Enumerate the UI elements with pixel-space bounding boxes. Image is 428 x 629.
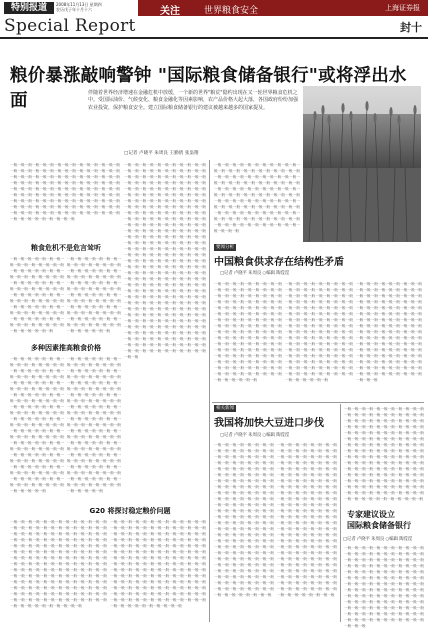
column-divider <box>340 404 341 622</box>
body-text-block: 一般一般一般一般一般一般一般一般一般一般一般一般一般一般一般一般一般一般一般一般一般一般一般一般一般一般一般一般一般一般一般一般一般一般一般一般一般一般一般一般一般一般一般一般一般一般一般一般一般一般一般一般一般一般一般一般一般一般一般一般一般一般一般一般一般一般一般一般一般一般一般一般一般一般一般一般一般一般一般一般一般一般一般一般一般一般一般一般一般一般一般一般一般一般一般一般一般一般一般一般一般一般一般一般一般一般一般一般一般一般一般一般一般一般一般一般一般一般一般一般一般一般一般一般一般一般一般一般一般一般一般一般一般一般一般一般一般一般一般一般一般一般一般一般一般一般一般一般一般一般一般一般一般一般一般一般一般一般一般一般一般一般一般一般一般一般一般一般一般一般一般一般一般一般一般一般一般一般一般一般一般一般一般一般一般一般一般一般一般一般一般一般 <box>110 520 206 608</box>
wheat-field-image <box>303 86 421 168</box>
lead-paragraph: 伴随着世界经济增速在金融危机中放缓，一个新的世界"粮荒"隐约出现在又一轮世界粮食危机之中。受国际油价、气候变化、粮食金融化等因素影响，农产品价格大起大落，各国政府纷纷加强农业投资，保护粮食安全。建立国际粮食储备银行的建议被越来越多的国家提及。 <box>88 90 299 111</box>
paper-logo: 上海证券报 <box>385 4 420 12</box>
body-text-block: 一般一般一般一般一般一般一般一般一般一般一般一般一般一般一般一般一般一般一般一般一般一般一般一般一般一般一般一般一般一般一般一般一般一般一般一般一般一般一般一般一般一般一般一般一般一般一般一般一般一般一般一般一般一般一般一般一般一般一般一般一般一般一般一般一般一般一般一般一般一般一般一般一般一般一般一般一般一般一般一般一般一般一般一般一般一般一般一般一般一般一般一般一般一般一般一般一般一般一般一般一般一般一般一般一般一般一般一般一般一般一般一般一般一般一般一般一般一般一般一般一般一般一般一般一般一般一般一般一般一般一般一般一般一般一般一般一般一般一般一般一般一般一般一般一般一般一般一般一般一般一般一般一般一般一般一般一般一般一般一般一般一般一般一般一般一般一般一般一般一般一般一般一般一般一般一般一般一般一般一般一般一般一般一般一般一般一般一般一般一般一般一般一般一般一般一般一般一般一般一般一般一般一般一般一般一般一般一般一般一般一般一般一般一般一般一般一般一般一般一般一般一般一般一般一般一般一般一般一般一般一般一般一般一般一般一般一般一般一般一般一般一般一般一般一般一般一般一般一般一般一般一般一般一般一般一般一般一般一般一般一般一般一般一般一般一般一般一般一般一般一般一般一般一般一般一般一般一般一般一般一般一般一般一般一般一般一般一般一般一般一般一般一般一般一般一般一般一般一般一般一般一般一般一般一般一般一般一般一般一般一般一般一般一般一般一般一般一般一般一般一般一般一般一般一般一般一般一般一般一般一般一般一般一般一般一般一般一般一般一般一般一般一般一般一般一般一般一般一般一般一般一般一般一般 <box>124 163 206 359</box>
section-divider <box>212 402 424 403</box>
column-divider <box>209 160 210 622</box>
body-text-block: 一般一般一般一般一般一般一般一般一般一般一般一般一般一般一般一般一般一般一般一般一般一般一般一般一般一般一般一般一般一般一般一般一般一般一般一般一般一般一般一般一般一般一般一般一般一般一般一般一般一般一般一般一般一般一般一般一般一般一般一般一般一般一般一般一般一般一般一般一般一般一般一般一般一般一般一般一般一般一般一般一般一般一般一般一般一般一般一般一般一般一般一般一般一般一般一般一般一般一般一般一般一般一般一般一般一般一般一般一般一般一般一般一般一般一般一般一般一般一般一般一般一般一般一般一般一般一般一般一般一般一般一般一般一般一般一般一般一般一般一般一般一般一般一般一般一般一般一般一般一般一般一般一般一般一般一般一般一般一般一般一般一般一般一般一般一般一般一般一般一般一般一般一般一般一般一般一般一般一般一般一般一般一般一般一般一般一般一般一般一般一般一般 <box>10 520 107 608</box>
band-subtitle: 世界粮食安全 <box>204 6 259 16</box>
section-tag: 相关新闻 <box>216 406 234 411</box>
section-band <box>138 0 428 16</box>
wheat-stalks-image <box>303 168 421 242</box>
body-text-block: 一般一般一般一般一般一般一般一般一般一般一般一般一般一般一般一般一般一般一般一般一般一般一般一般一般一般一般一般一般一般一般一般一般一般一般一般一般一般一般一般一般一般一般一般一般一般一般一般一般一般一般一般一般一般一般一般一般一般一般一般一般一般一般一般一般一般一般一般一般一般一般一般一般一般一般一般一般一般一般一般一般一般一般一般一般一般一般一般一般一般一般一般一般一般一般一般一般一般一般一般一般一般一般一般一般一般一般一般一般一般一般一般一般一般一般一般一般一般一般一般一般一般一般一般一般一般一般一般一般一般一般一般一般一般一般一般一般一般一般一般一般一般一般一般一般一般一般一般一般一般一般一般一般一般一般一般一般一般一般一般一般一般一般一般一般一般一般一般一般一般 <box>67 357 121 493</box>
body-text-block: 一般一般一般一般一般一般一般一般一般一般一般一般一般一般一般一般一般一般一般一般一般一般一般一般一般一般一般一般一般一般一般一般一般一般一般一般一般一般一般一般一般一般一般一般一般一般一般一般一般一般一般一般一般一般一般一般一般一般一般一般一般一般一般一般一般一般一般一般一般一般一般一般一般一般一般一般一般一般一般一般一般一般一般一般一般一般一般一般一般一般一般一般一般一般一般一般一般一般一般一般一般一般一般一般一般一般一般一般一般一般一般一般一般一般一般一般一般一般一般一般一般一般一般一般一般一般一般一般一般一般一般一般一般一般一般一般一般一般一般一般一般一般一般一般一般一般一般一般一般一般一般一般一般一般一般一般一般一般一般一般一般一般一般一般一般一般一般一般一般一般 <box>10 357 64 493</box>
page-number: 封十 <box>400 21 422 34</box>
body-text-block: 一般一般一般一般一般一般一般一般一般一般一般一般一般一般一般一般一般一般一般一般一般一般一般一般一般一般一般一般一般一般一般一般一般一般一般一般一般一般一般一般一般一般一般一般一般一般一般一般一般一般一般一般一般一般一般一般一般一般一般一般一般一般一般一般一般一般一般一般一般一般一般一般一般一般一般一般一般一般一般一般一般一般一般一般一般一般一般一般一般一般一般一般一般一般一般一般一般一般一般一般一般一般一般一般一般一般一般一般一般一般一般一般一般一般一般一般一般一般一般一般一般一般一般一般一般一般一般一般一般一般一般一般一般一般一般一般一般一般一般一般一般一般一般一般一般一般一般一般一般一般一般一般一般一般一般一般一般一般一般一般一般一般一般一般一般一般一般一般一般一般一般一般一般一般一般一般一般一般一般一般一般一般一般一般一般一般一般一般一般一般一般一般一般一般一般一般一般一般一般一般一般一般一般一般一般一般一般一般 <box>214 443 274 597</box>
section-headline-line: 国际粮食储备银行 <box>347 520 411 530</box>
page-header <box>0 0 428 56</box>
issue-date <box>56 2 114 12</box>
section-label-en: Special Report <box>4 16 136 36</box>
section-headline-line: 专家建议设立 <box>347 510 395 519</box>
section-byline: □记者 卢晓平 朱周良 ○编辑 陶滢滢 <box>220 271 290 276</box>
wheat-field-photo <box>303 86 421 168</box>
body-text-block: 一般一般一般一般一般一般一般一般一般一般一般一般一般一般一般一般一般一般一般一般一般一般一般一般一般一般一般一般一般一般一般一般一般一般一般一般一般一般一般一般一般一般一般一般一般一般一般一般一般一般一般一般一般一般一般一般一般一般一般一般一般一般一般一般一般一般一般一般一般一般一般一般一般一般一般一般一般一般一般一般一般一般一般一般一般一般一般一般一般一般一般一般一般一般一般一般一般一般一般一般一般一般一般一般一般一般一般一般一般一般一般一般一般一般一般一般一般一般一般一般一般一般一般一般一般一般一般一般一般一般一般一般一般一般一般一般一般一般一般一般一般一般一般一般 <box>10 163 120 221</box>
subhead: 多种因素推高粮食价格 <box>31 344 101 352</box>
header-rule <box>0 37 428 39</box>
section-byline: □记者 卢晓平 朱周良 ○编辑 陶滢滢 <box>220 433 290 438</box>
lunar-date-line: 农历戊子年十月十六 <box>56 7 92 12</box>
section-headline: 我国将加快大豆进口步伐 <box>214 418 324 429</box>
body-text-block: 一般一般一般一般一般一般一般一般一般一般一般一般一般一般一般一般一般一般一般一般一般一般一般一般一般一般一般一般一般一般一般一般一般一般一般一般一般一般一般一般一般一般一般一般一般一般一般一般一般一般一般一般一般一般一般一般一般一般一般一般一般一般一般一般一般一般一般一般一般一般一般一般一般一般一般一般一般一般一般一般一般一般一般一般一般一般一般一般一般一般一般一般一般一般一般一般一般一般一般一般一般一般一般一般一般一般一般一般一般一般一般一般一般一般一般一般一般一般一般一般一般一般一般一般一般一般一般一般一般一般一般一般一般一般一般一般一般一般一般一般一般一般一般一般一般一般一般一般一般一般 <box>285 282 353 382</box>
band-title: 关注 <box>160 6 180 17</box>
section-byline: □记者 卢晓平 朱周良 ○编辑 陶滢滢 <box>343 537 413 542</box>
section-headline <box>347 510 423 531</box>
body-text-block: 一般一般一般一般一般一般一般一般一般一般一般一般一般一般一般一般一般一般一般一般一般一般一般一般一般一般一般一般一般一般一般一般一般一般一般一般一般一般一般一般一般一般一般一般一般一般一般一般一般一般一般一般一般一般一般一般一般一般一般一般一般一般一般一般一般一般一般一般一般一般一般一般一般一般一般一般一般一般一般一般一般一般一般一般一般一般一般一般一般一般一般一般一般一般一般一般一般一般一般一般一般一般一般一般一般一般一般一般一般一般一般一般一般一般一般一般一般一般一般一般一般一般一般一般一般一般一般一般一般一般一般一般一般一般一般一般一般一般一般一般一般一般一般一般一般一般一般一般一般一般 <box>214 282 282 382</box>
section-headline: 中国粮食供求存在结构性矛盾 <box>214 257 344 268</box>
section-tag: 要闻分析 <box>216 245 234 250</box>
subhead: 粮食危机不是危言耸听 <box>31 244 101 252</box>
main-headline: 粮价暴涨敲响警钟 "国际粮食储备银行"或将浮出水面 <box>10 66 407 111</box>
body-text-block: 一般一般一般一般一般一般一般一般一般一般一般一般一般一般一般一般一般一般一般一般一般一般一般一般一般一般一般一般一般一般一般一般一般一般一般一般一般一般一般一般一般一般一般一般一般一般一般一般一般一般一般一般一般一般一般一般一般一般一般一般一般一般一般一般一般一般一般一般一般一般一般一般一般一般一般一般一般一般一般一般一般一般一般一般一般一般一般一般一般一般一般一般一般一般一般一般一般一般一般一般一般一般一般一般一般一般一般一般一般一般一般一般一般一般一般一般一般一般一般一般一般一般一般一般一般一般一般一般一般一般一般一般一般一般一般一般一般一般一般一般一般一般一般一般一般一般 <box>344 546 424 628</box>
photo-lower-area <box>303 168 421 242</box>
body-text-block: 一般一般一般一般一般一般一般一般一般一般一般一般一般一般一般一般一般一般一般一般一般一般一般一般一般一般一般一般一般一般一般一般一般一般一般一般一般一般一般一般一般一般一般一般一般一般一般一般一般一般一般一般一般一般一般一般一般一般一般一般一般一般一般一般一般一般一般一般一般一般一般一般一般一般一般一般一般一般一般一般一般一般一般一般一般一般一般一般一般一般一般一般一般一般一般一般一般一般一般一般一般一般一般一般一般一般一般一般一般一般一般一般一般一般一般一般一般一般一般一般一般一般一般一般一般一般一般一般一般一般一般一般一般一般一般一般一般一般一般一般一般一般一般一般一般一般一般一般一般一般一般一般一般一般一般一般一般一般一般一般一般一般一般一般一般一般一般一般一般一般一般一般一般一般一般一般 <box>344 407 424 501</box>
body-text-block: 一般一般一般一般一般一般一般一般一般一般一般一般一般一般一般一般一般一般一般一般一般一般一般一般一般一般一般一般一般一般一般一般一般一般一般一般一般一般一般一般一般一般一般一般一般一般一般一般一般一般一般一般一般一般一般一般一般一般一般一般一般一般一般一般一般一般一般一般一般一般一般一般一般一般一般一般一般一般一般一般一般一般一般一般一般一般一般一般一般一般一般一般一般一般一般一般 <box>67 257 121 333</box>
subhead: G20 将探讨稳定粮价问题 <box>89 507 171 515</box>
main-byline: □记者 卢晓平 朱周良 王勤倩 张枭翔 <box>124 151 199 156</box>
body-text-block: 一般一般一般一般一般一般一般一般一般一般一般一般一般一般一般一般一般一般一般一般一般一般一般一般一般一般一般一般一般一般一般一般一般一般一般一般一般一般一般一般一般一般一般一般一般一般一般一般一般一般一般一般一般一般一般一般一般一般一般一般一般一般一般一般一般一般一般一般一般一般一般一般一般一般一般一般一般一般一般一般一般一般一般一般一般一般一般一般一般一般一般一般一般一般一般一般一般一般一般一般一般一般一般一般一般一般一般一般一般一般一般一般一般一般一般一般一般一般一般一般一般一般一般一般一般一般一般一般一般一般一般一般一般一般一般一般一般一般一般一般一般一般一般一般一般一般一般一般一般一般一般一般一般一般一般一般一般一般一般一般一般一般一般一般一般一般一般一般一般一般一般一般一般一般一般一般一般一般一般一般一般一般一般一般一般一般一般一般一般一般一般一般一般一般一般一般一般一般一般一般一般一般一般一般一般一般一般一般 <box>277 443 337 597</box>
body-text-block: 一般一般一般一般一般一般一般一般一般一般一般一般一般一般一般一般一般一般一般一般一般一般一般一般一般一般一般一般一般一般一般一般一般一般一般一般一般一般一般一般一般一般一般一般一般一般一般一般一般一般一般一般一般一般一般一般一般一般一般一般一般一般一般一般一般一般一般一般一般一般一般一般一般一般一般一般一般一般一般一般一般一般一般一般一般一般一般一般一般一般一般一般一般一般一般一般 <box>10 257 64 333</box>
body-text-block: 一般一般一般一般一般一般一般一般一般一般一般一般一般一般一般一般一般一般一般一般一般一般一般一般一般一般一般一般一般一般一般一般一般一般一般一般一般一般一般一般一般一般一般一般一般一般一般一般一般一般一般一般一般一般一般一般一般一般一般一般一般一般一般一般一般一般一般一般一般一般一般一般一般一般一般一般一般一般一般一般一般一般一般一般一般一般一般一般一般一般一般一般一般一般一般一般一般一般一般一般一般一般一般一般一般一般一般一般一般一般一般一般一般一般一般一般一般一般一般一般一般一般一般一般一般一般一般一般一般一般一般一般一般一般一般一般一般一般一般一般一般一般一般一般一般一般一般 <box>356 282 422 382</box>
date-line: 2008年11月13日 星期四 <box>56 2 102 7</box>
section-label: 特别报道 <box>4 2 54 14</box>
body-text-block: 一般一般一般一般一般一般一般一般一般一般一般一般一般一般一般一般一般一般一般一般一般一般一般一般一般一般一般一般一般一般一般一般一般一般一般一般一般一般一般一般一般一般一般一般一般一般一般一般一般一般一般一般一般一般一般一般一般一般一般一般一般一般一般一般一般一般一般一般一般一般一般一般一般一般一般一般一般一般一般一般一般一般一般一般一般一般一般一般一般一般一般一般一般一般一般一般一般一般一般一般一般一般一般一般一般一般一般一般一般一般一般一般一般一般一般一般一般一般一般一般一般一般一般一般一般一般一般一般一般一般 <box>214 163 300 233</box>
